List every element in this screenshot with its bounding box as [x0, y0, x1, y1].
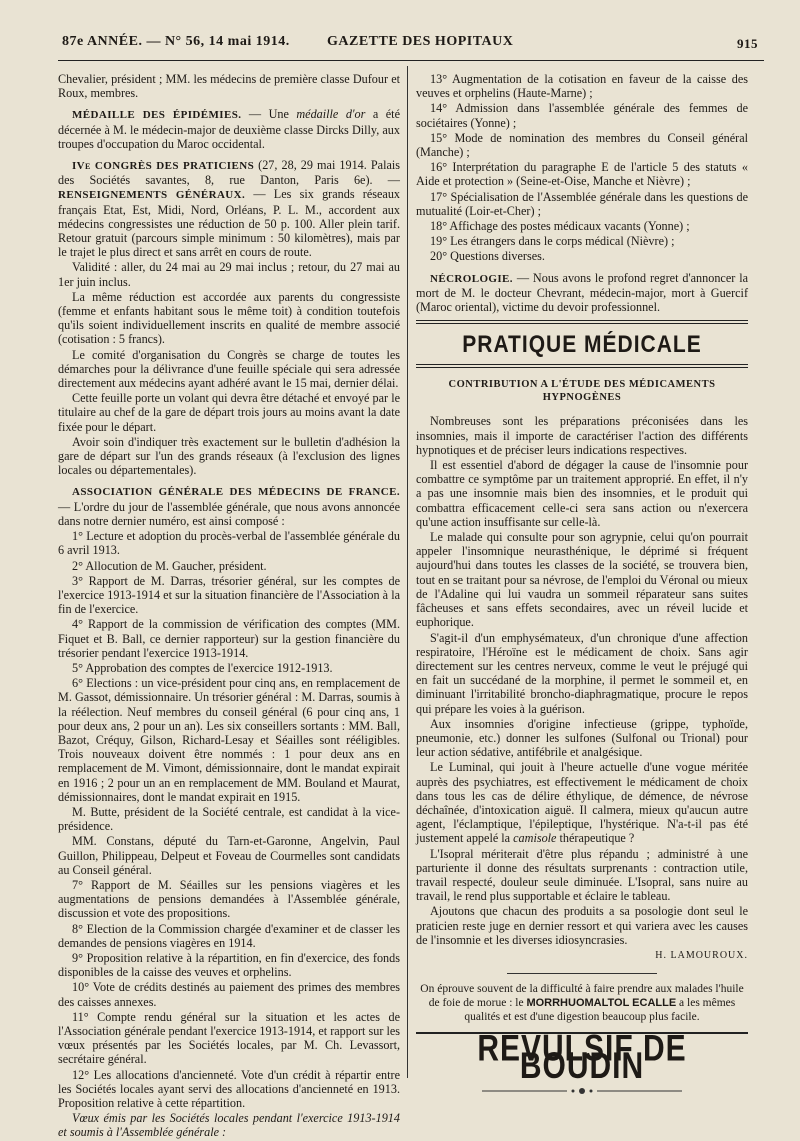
agenda-item: 12° Les allocations d'ancienneté. Vote d'un crédit à répartir entre les Sociétés locales ayant servi des allocations d'ancienneté en 1913. Proposition relative à cette répartition. — [58, 1067, 400, 1111]
paragraph: Cette feuille porte un volant qui devra être détaché et envoyé par le titulaire au chef de la gare de départ trois jours au moins avant la date fixée pour le départ. — [58, 391, 400, 434]
agenda-item: 15° Mode de nomination des membres du Conseil général (Manche) ; — [416, 130, 748, 160]
section-rule — [416, 364, 748, 368]
paragraph: Validité : aller, du 24 mai au 29 mai inclus ; retour, du 27 mai au 1er juin inclus. — [58, 260, 400, 289]
left-column — [58, 72, 400, 1141]
agenda-item: 11° Compte rendu général sur la situation et les actes de l'Association générale pendant l'exercice 1913-1914, et rapport sur les vœux présentés par les Sociétés locales, par M. Ch. Levassort, secrétaire général. — [58, 1009, 400, 1067]
article-paragraph: Le Luminal, qui jouit à l'heure actuelle d'une vogue méritée auprès des psychiatres, est effectivement le médicament de choix dans tous les cas de délire éthylique, de démence, de névrose déchaînée, d'intoxication aiguë. Il calmera, mieux qu'aucun autre agent, l'éclamptique, l'épileptique, l'hystérique. N'a-t-il pas été justement appelé la camisole thérapeutique ? — [416, 760, 748, 846]
agenda-item: MM. Constans, député du Tarn-et-Garonne, Angelvin, Paul Guillon, Philippeau, Delpeut et Foveau de Courmelles sont candidats au Conseil général. — [58, 834, 400, 877]
item-heading: ASSOCIATION GÉNÉRALE DES MÉDECINS DE FRANCE. — [72, 486, 400, 499]
paragraph: Le comité d'organisation du Congrès se charge de toutes les démarches pour la délivrance d'une feuille spéciale qui sera adressée directement aux médecins ayant adhéré avant le 15 mai, dernier délai. — [58, 347, 400, 391]
news-item-congress: IVe CONGRÈS DES PRATICIENS (27, 28, 29 mai 1914. Palais des Sociétés savantes, 8, rue Danton, Paris 6e). — RENSEIGNEMENTS GÉNÉRAUX. — Les six grands réseaux français Etat, Est, Midi, Nord, Orléans, P. L. M., accordent aux médecins congressistes une réduction de 50 p. 100. Aller plein tarif. Retour gratuit (parcours simple minimum : 50 kilomètres), mais par le trajet le plus direct et sans arrêt en cours de route. — [58, 158, 401, 260]
section-rule — [416, 320, 748, 324]
agenda-item: 1° Lecture et adoption du procès-verbal de l'assemblée générale du 6 avril 1913. — [58, 529, 400, 558]
agenda-item: 20° Questions diverses. — [430, 249, 545, 264]
agenda-item: 18° Affichage des postes médicaux vacants (Yonne) ; — [430, 219, 690, 234]
paragraph: Chevalier, président ; MM. les médecins de première classe Dufour et Roux, membres. — [58, 72, 400, 101]
agenda-item: 14° Admission dans l'assemblée générale des femmes de sociétaires (Yonne) ; — [416, 101, 748, 130]
agenda-item: 6° Elections : un vice-président pour cinq ans, en remplacement de M. Gassot, démissionnaire. Un trésorier général : M. Darras, soumis à la réélection. Neuf membres du conseil général (6 pour cinq ans, 1 pour deux ans, 2 pour un an). Les six conseillers sortants : MM. Ball, Bazot, Créquy, Gilson, Richard-Lesay et Séailles sont rééligibles. Trois nouveaux doivent être nommés : 1 pour deux ans en remplacement de M. Vimont, démissionnaire, dont le mandat expirait en 1916 ; 2 pour un an en remplacement de MM. Bouland et Maurat, démissionnaires, dont le mandat expirait en 1915. — [58, 676, 400, 804]
item-heading: NÉCROLOGIE. — [430, 272, 513, 285]
agenda-item: M. Butte, président de la Société centrale, est candidat à la vice-présidence. — [58, 804, 400, 834]
paragraph: Avoir soin d'indiquer très exactement sur le bulletin d'adhésion la gare de départ sur l'un des grands réseaux (à l'exclusion des lignes locales ou départementales). — [58, 434, 400, 478]
agenda-item: 5° Approbation des comptes de l'exercice 1912-1913. — [72, 660, 333, 675]
agenda-item: 2° Allocution de M. Gaucher, président. — [72, 558, 267, 573]
column-divider — [407, 66, 408, 1078]
item-heading: MÉDAILLE DES ÉPIDÉMIES. — [72, 109, 242, 122]
agenda-item: 19° Les étrangers dans le corps médical (Nièvre) ; — [430, 234, 675, 249]
page-number: 915 — [737, 36, 758, 51]
separator-rule — [507, 973, 657, 974]
article-paragraph: Aux insomnies d'origine infectieuse (grippe, typhoïde, pneumonie, etc.) donner les sulfones (Sulfonal ou Trional) pour leur action sédative, antifébrile et analgésique. — [416, 716, 748, 760]
agenda-item: 17° Spécialisation de l'Assemblée générale dans les questions de mutualité (Loir-et-Cher) ; — [416, 189, 748, 218]
ornament-icon — [482, 1087, 682, 1095]
ornament-rule — [416, 1085, 748, 1099]
article-paragraph: S'agit-il d'un emphysémateux, d'un chronique d'une affection respiratoire, l'Héroïne est le médicament de choix. Sans agir directement sur les centres nerveux, comme le veut le préjugé qui en fait un succédané de la morphine, il permet le sommeil et, en diminuant l'irritabilité broncho-diaphragmatique, procure le repos qui prépare les voies à la guérison. — [416, 630, 748, 716]
advertisement-headline: REVULSIF DE BOUDIN — [477, 1028, 687, 1088]
agenda-item: 7° Rapport de M. Séailles sur les pensions viagères et les augmentations de pensions demandées à l'Assemblée générale, discussion et vote des propositions. — [58, 877, 400, 921]
header-rule — [58, 60, 764, 61]
news-item-association: ASSOCIATION GÉNÉRALE DES MÉDECINS DE FRANCE. — L'ordre du jour de l'assemblée générale, que nous avons annoncée dans notre dernier numéro, est ainsi composé : — [58, 486, 400, 528]
issue-line: 87e ANNÉE. — N° 56, 14 mai 1914. — [62, 34, 290, 49]
publication-title: GAZETTE DES HOPITAUX — [327, 34, 514, 49]
agenda-item: 9° Proposition relative à la répartition, en fin d'exercice, des fonds disponibles de la caisse des veuves et orphelins. — [58, 950, 400, 980]
right-column — [416, 72, 748, 1099]
paragraph: La même réduction est accordée aux parents du congressiste (femme et enfants habitant sous le même toit) à condition toutefois qu'ils soient individuellement inscrits en qualité de membre associé (cotisation : 5 francs). — [58, 289, 400, 347]
agenda-note: Vœux émis par les Sociétés locales pendant l'exercice 1913-1914 et soumis à l'Assemblée générale : — [58, 1111, 400, 1140]
author-signature: H. LAMOUROUX. — [655, 949, 748, 961]
agenda-item: 4° Rapport de la commission de vérification des comptes (MM. Fiquet et B. Ball, ce dernier rapporteur) sur la gestion financière du trésorier pendant l'exercice 1913-1914. — [58, 617, 400, 660]
news-item-obituary: NÉCROLOGIE. — Nous avons le profond regret d'annoncer la mort de M. le docteur Chevrant, médecin-major, mort à Guercif (Maroc oriental), victime du devoir professionnel. — [416, 270, 748, 315]
item-heading: IVe CONGRÈS DES PRATICIENS — [72, 160, 255, 173]
article-title: CONTRIBUTION A L'ÉTUDE DES MÉDICAMENTS HYPNOGÈNES — [448, 379, 716, 404]
agenda-item: 3° Rapport de M. Darras, trésorier général, sur les comptes de l'exercice 1913-1914 et sur la situation financière de l'Association à la fin de l'exercice. — [58, 573, 400, 617]
article-paragraph: Nombreuses sont les préparations préconisées dans les insomnies, mais il importe de caractériser l'action des différents hypnotiques et de préciser leurs indications respectives. — [416, 414, 748, 457]
article-paragraph: Il est essentiel d'abord de dégager la cause de l'insomnie pour combattre ce symptôme par un traitement approprié. En effet, il n'y a pas une insomnie mais bien des insomnies, et le produit qui combattra efficacement celle-ci sera sans action ou n'exercera qu'une action insuffisante sur celle-là. — [416, 458, 748, 529]
section-title: PRATIQUE MÉDICALE — [462, 331, 702, 359]
agenda-item: 8° Election de la Commission chargée d'examiner et de classer les demandes de pensions viagères en 1914. — [58, 921, 400, 950]
article-paragraph: L'Isopral mériterait d'être plus répandu ; administré à une parturiente il donne des résultats surprenants : contraction utile, travail respecté, douleur seule diminuée. L'Isopral, sans nuire au travail, le rend plus supportable et éclaire le tableau. — [416, 846, 748, 904]
agenda-item: 10° Vote de crédits destinés au paiement des primes des membres des caisses annexes. — [58, 980, 400, 1009]
advertisement-text: On éprouve souvent de la difficulté à faire prendre aux malades l'huile de foie de morue : le MORRHUOMALTOL ECALLE a les mêmes qualités et est d'une digestion beaucoup plus facile. — [420, 983, 744, 1024]
agenda-item: 13° Augmentation de la cotisation en faveur de la caisse des veuves et orphelins (Haute-Marne) ; — [416, 72, 748, 101]
agenda-item: 16° Interprétation du paragraphe E de l'article 5 des statuts « Aide et protection » (Seine-et-Oise, Manche et Nièvre) ; — [416, 160, 748, 189]
ad-brand: MORRHUOMALTOL ECALLE — [526, 997, 677, 1010]
article-paragraph: Ajoutons que chacun des produits a sa posologie dont seul le praticien reste juge en dernier ressort et qui variera avec les causes de l'insomnie et les diverses idiosyncrasies. — [416, 904, 748, 947]
article-paragraph: Le malade qui consulte pour son agrypnie, celui qu'on pourrait appeler l'insomnique neurasthénique, le déprimé si fréquent aujourd'hui dans toutes les classes de la société, se trouvera bien, tout en se traitant pour sa névrose, de l'emploi du Véronal ou mieux de l'Adaline qui lui vaudra un sommeil réparateur sans suites fâcheuses et sans effets secondaires, avec un réveil lucide et euphorique. — [416, 530, 748, 630]
news-item-medal: MÉDAILLE DES ÉPIDÉMIES. — Une médaille d'or a été décernée à M. le médecin-major de deuxième classe Dircks Dilly, aux troupes d'occupation du Maroc occidental. — [58, 107, 400, 151]
page-header — [62, 34, 758, 56]
